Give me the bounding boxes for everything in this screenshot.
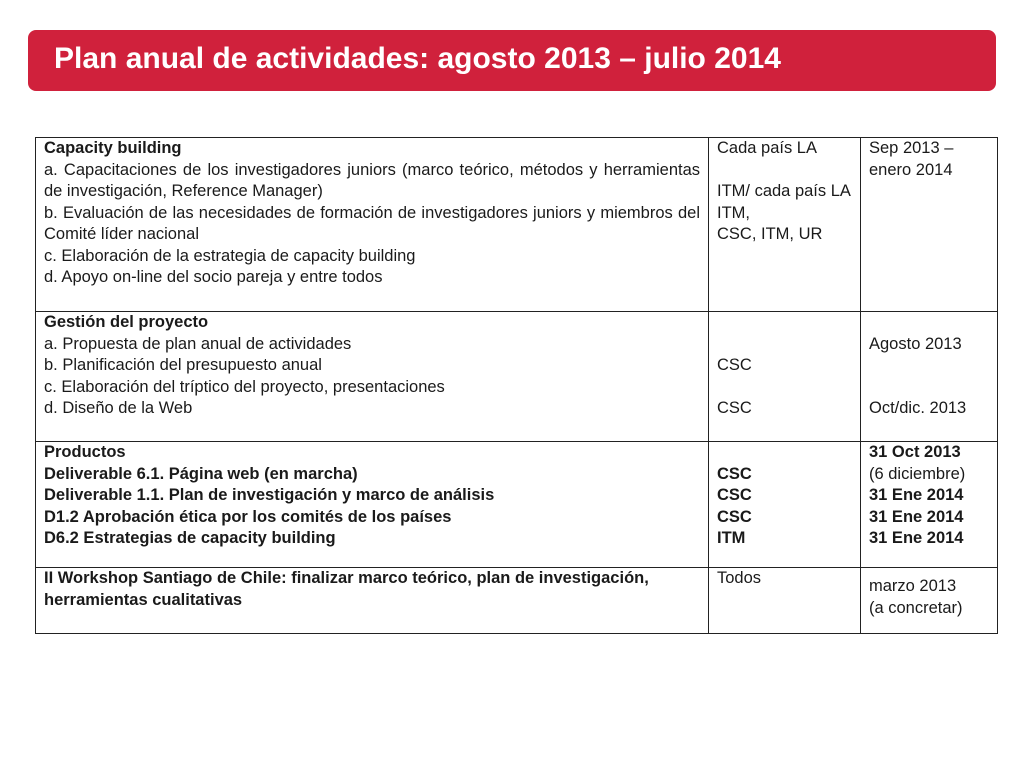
workshop-date-cell bbox=[861, 568, 998, 634]
workshop-text: II Workshop Santiago de Chile: finalizar marco teórico, plan de investigación, herramientas cualitativas bbox=[44, 569, 649, 609]
productos-heading: Productos bbox=[44, 443, 126, 461]
productos-resp-2: CSC bbox=[717, 486, 752, 504]
capacity-item-c: c. Elaboración de la estrategia de capacity building bbox=[44, 246, 416, 265]
capacity-activities-cell bbox=[36, 138, 709, 312]
productos-activities-cell bbox=[36, 442, 709, 568]
gestion-item-a: a. Propuesta de plan anual de actividades bbox=[44, 334, 352, 353]
capacity-date-cell bbox=[861, 138, 998, 312]
productos-date-3: 31 Ene 2014 bbox=[869, 486, 964, 504]
gestion-heading: Gestión del proyecto bbox=[44, 313, 209, 331]
productos-responsible-cell bbox=[709, 442, 861, 568]
workshop-resp: Todos bbox=[717, 569, 762, 587]
workshop-activities-cell bbox=[36, 568, 709, 634]
gestion-responsible-cell bbox=[709, 312, 861, 442]
capacity-item-a: a. Capacitaciones de los investigadores juniors (marco teórico, métodos y herramientas de investigación, Reference Manager) bbox=[44, 160, 700, 200]
workshop-responsible-cell bbox=[709, 568, 861, 634]
capacity-responsible-cell bbox=[709, 138, 861, 312]
activities-table bbox=[35, 137, 998, 634]
gestion-activities-cell bbox=[36, 312, 709, 442]
productos-resp-4: ITM bbox=[717, 529, 746, 547]
capacity-item-d: d. Apoyo on-line del socio pareja y entre todos bbox=[44, 268, 383, 286]
gestion-item-b: b. Planificación del presupuesto anual bbox=[44, 356, 322, 374]
productos-item-1: Deliverable 6.1. Página web (en marcha) bbox=[44, 464, 358, 483]
productos-item-4: D6.2 Estrategias de capacity building bbox=[44, 529, 336, 547]
productos-resp-1: CSC bbox=[717, 464, 752, 483]
productos-item-2: Deliverable 1.1. Plan de investigación y marco de análisis bbox=[44, 486, 495, 504]
table-row-productos bbox=[36, 442, 998, 568]
title-bar bbox=[28, 30, 996, 91]
capacity-date: Sep 2013 – enero 2014 bbox=[869, 139, 954, 179]
productos-item-3: D1.2 Aprobación ética por los comités de los países bbox=[44, 507, 452, 526]
productos-date-cell bbox=[861, 442, 998, 568]
table-row-gestion bbox=[36, 312, 998, 442]
capacity-heading: Capacity building bbox=[44, 139, 182, 157]
productos-date-5: 31 Ene 2014 bbox=[869, 529, 964, 547]
workshop-date-2: (a concretar) bbox=[869, 598, 963, 617]
productos-date-4: 31 Ene 2014 bbox=[869, 507, 964, 526]
capacity-resp-3: ITM, bbox=[717, 203, 750, 222]
capacity-resp-1: Cada país LA bbox=[717, 139, 817, 157]
gestion-date-1: Agosto 2013 bbox=[869, 334, 962, 353]
gestion-item-c: c. Elaboración del tríptico del proyecto, presentaciones bbox=[44, 377, 445, 396]
gestion-resp-2: CSC bbox=[717, 399, 752, 417]
productos-date-2: (6 diciembre) bbox=[869, 464, 966, 483]
gestion-date-2: Oct/dic. 2013 bbox=[869, 399, 967, 417]
page-title: Plan anual de actividades: agosto 2013 – julio 2014 bbox=[54, 42, 781, 75]
table-row-capacity-building bbox=[36, 138, 998, 312]
workshop-date-1: marzo 2013 bbox=[869, 577, 957, 595]
productos-resp-3: CSC bbox=[717, 507, 752, 526]
capacity-resp-2: ITM/ cada país LA bbox=[717, 182, 851, 200]
table-row-workshop bbox=[36, 568, 998, 634]
gestion-resp-1: CSC bbox=[717, 356, 752, 374]
gestion-item-d: d. Diseño de la Web bbox=[44, 399, 193, 417]
productos-date-1: 31 Oct 2013 bbox=[869, 443, 961, 461]
capacity-resp-4: CSC, ITM, UR bbox=[717, 225, 823, 243]
capacity-item-b: b. Evaluación de las necesidades de formación de investigadores juniors y miembros del Comité líder nacional bbox=[44, 203, 700, 243]
gestion-date-cell bbox=[861, 312, 998, 442]
